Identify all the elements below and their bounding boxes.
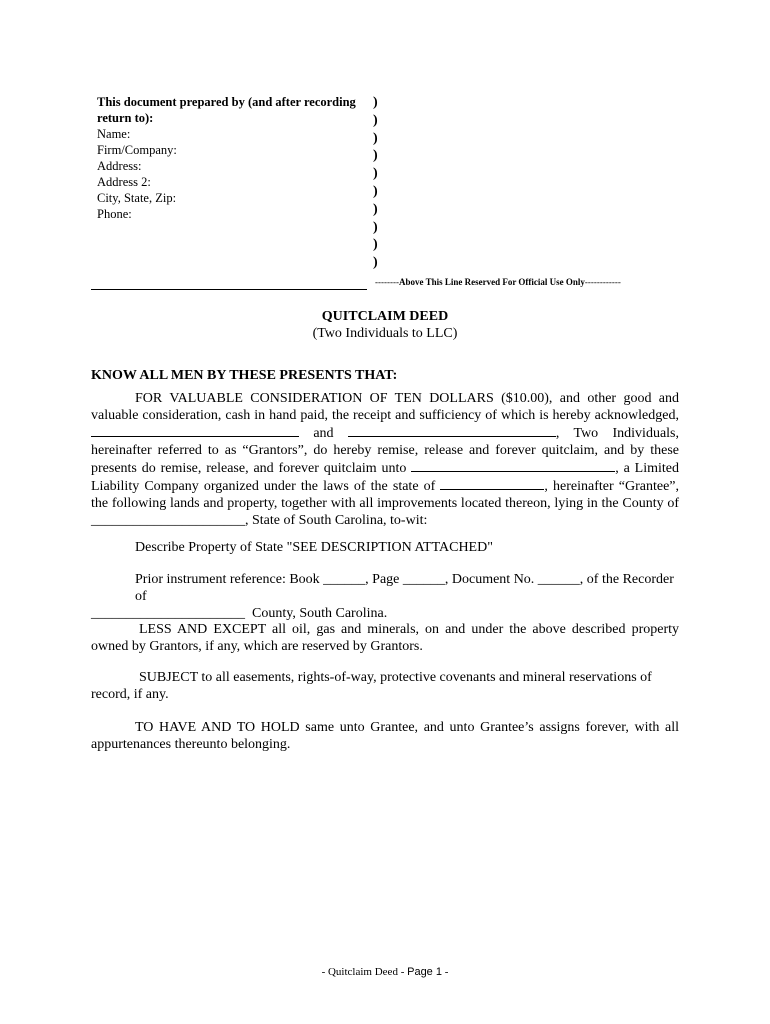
- property-description: Describe Property of State "SEE DESCRIPTION ATTACHED": [135, 540, 493, 555]
- consideration-text-d: , hereinafter “Grantee”, the following lands and property, together with all improvements located thereon, lying in the County of: [91, 479, 679, 511]
- prior-instrument-line2: [91, 605, 679, 622]
- footer-right: -: [441, 966, 449, 978]
- reserved-text: Above This Line Reserved For Official Use Only: [398, 277, 585, 287]
- paren: ): [373, 237, 378, 253]
- page-footer: [0, 964, 770, 979]
- county-blank: ______________________: [91, 513, 245, 528]
- habendum-paragraph: TO HAVE AND TO HOLD same unto Grantee, and unto Grantee’s assigns forever, with all appurtenances thereunto belonging.: [91, 720, 679, 752]
- and-text: and: [313, 426, 334, 441]
- paren: ): [373, 112, 378, 128]
- name-label: Name:: [97, 127, 131, 141]
- prior-instrument-text-b: County, South Carolina.: [252, 606, 388, 621]
- paren: ): [373, 95, 378, 110]
- reserved-notice: [375, 277, 621, 287]
- state-blank: [440, 477, 544, 490]
- subject-paragraph: [91, 669, 679, 703]
- paren: ): [373, 219, 378, 235]
- paren: ): [373, 183, 378, 199]
- document-subtitle: (Two Individuals to LLC): [312, 326, 458, 341]
- paren: ): [373, 255, 378, 271]
- consideration-text-b: , Two Individuals, hereinafter referred to as “Grantors”, do hereby remise, release and forever quitclaim, and by these presents do remise, release, and forever quitclaim unto: [91, 426, 680, 476]
- paren: ): [373, 130, 378, 146]
- paren: ): [373, 148, 378, 164]
- know-all-men-heading: KNOW ALL MEN BY THESE PRESENTS THAT:: [91, 368, 398, 383]
- phone-label: Phone:: [97, 207, 132, 221]
- firm-label: Firm/Company:: [97, 143, 177, 157]
- footer-left: - Quitclaim Deed -: [321, 966, 408, 978]
- consideration-paragraph: [91, 390, 679, 529]
- grantor1-blank: [91, 424, 299, 437]
- less-and-except-paragraph: LESS AND EXCEPT all oil, gas and minerals, on and under the above described property owned by Grantors, if any, which are reserved by Grantors.: [91, 622, 679, 654]
- paren: ): [373, 166, 378, 182]
- address2-label: Address 2:: [97, 175, 151, 189]
- prior-instrument-line1: Prior instrument reference: Book ______, Page ______, Document No. ______, of the Recorder of: [135, 572, 674, 604]
- consideration-text-c: , a Limited Liability Company organized under the laws of the state of: [91, 461, 680, 494]
- consideration-text-a: FOR VALUABLE CONSIDERATION OF TEN DOLLARS ($10.00), and other good and valuable consideration, cash in hand paid, the receipt and sufficiency of which is hereby acknowledged,: [91, 391, 679, 423]
- address-label: Address:: [97, 159, 142, 173]
- paren: ): [373, 201, 378, 217]
- document-title: QUITCLAIM DEED: [321, 309, 449, 324]
- city-state-zip-label: City, State, Zip:: [97, 191, 177, 205]
- subject-line2: record, if any.: [91, 687, 169, 702]
- prepared-by-line2: return to):: [97, 111, 154, 125]
- reserved-dashes-right: ------------: [584, 277, 621, 287]
- page-number: Page 1: [407, 966, 442, 978]
- prepared-by-line1: This document prepared by (and after recording: [97, 95, 356, 109]
- recorder-county-blank: ______________________: [91, 606, 245, 621]
- grantor2-blank: [348, 424, 556, 437]
- parenthesis-column: [373, 94, 378, 272]
- prior-instrument-paragraph: [91, 571, 679, 622]
- recording-divider-line: [91, 289, 367, 290]
- grantee-name-blank: [411, 459, 615, 472]
- preparer-block: [97, 94, 372, 222]
- consideration-text-e: , State of South Carolina, to-wit:: [245, 513, 428, 528]
- reserved-dashes-left: --------: [375, 277, 399, 287]
- subject-line1: SUBJECT to all easements, rights-of-way, protective covenants and mineral reservations of: [139, 670, 652, 685]
